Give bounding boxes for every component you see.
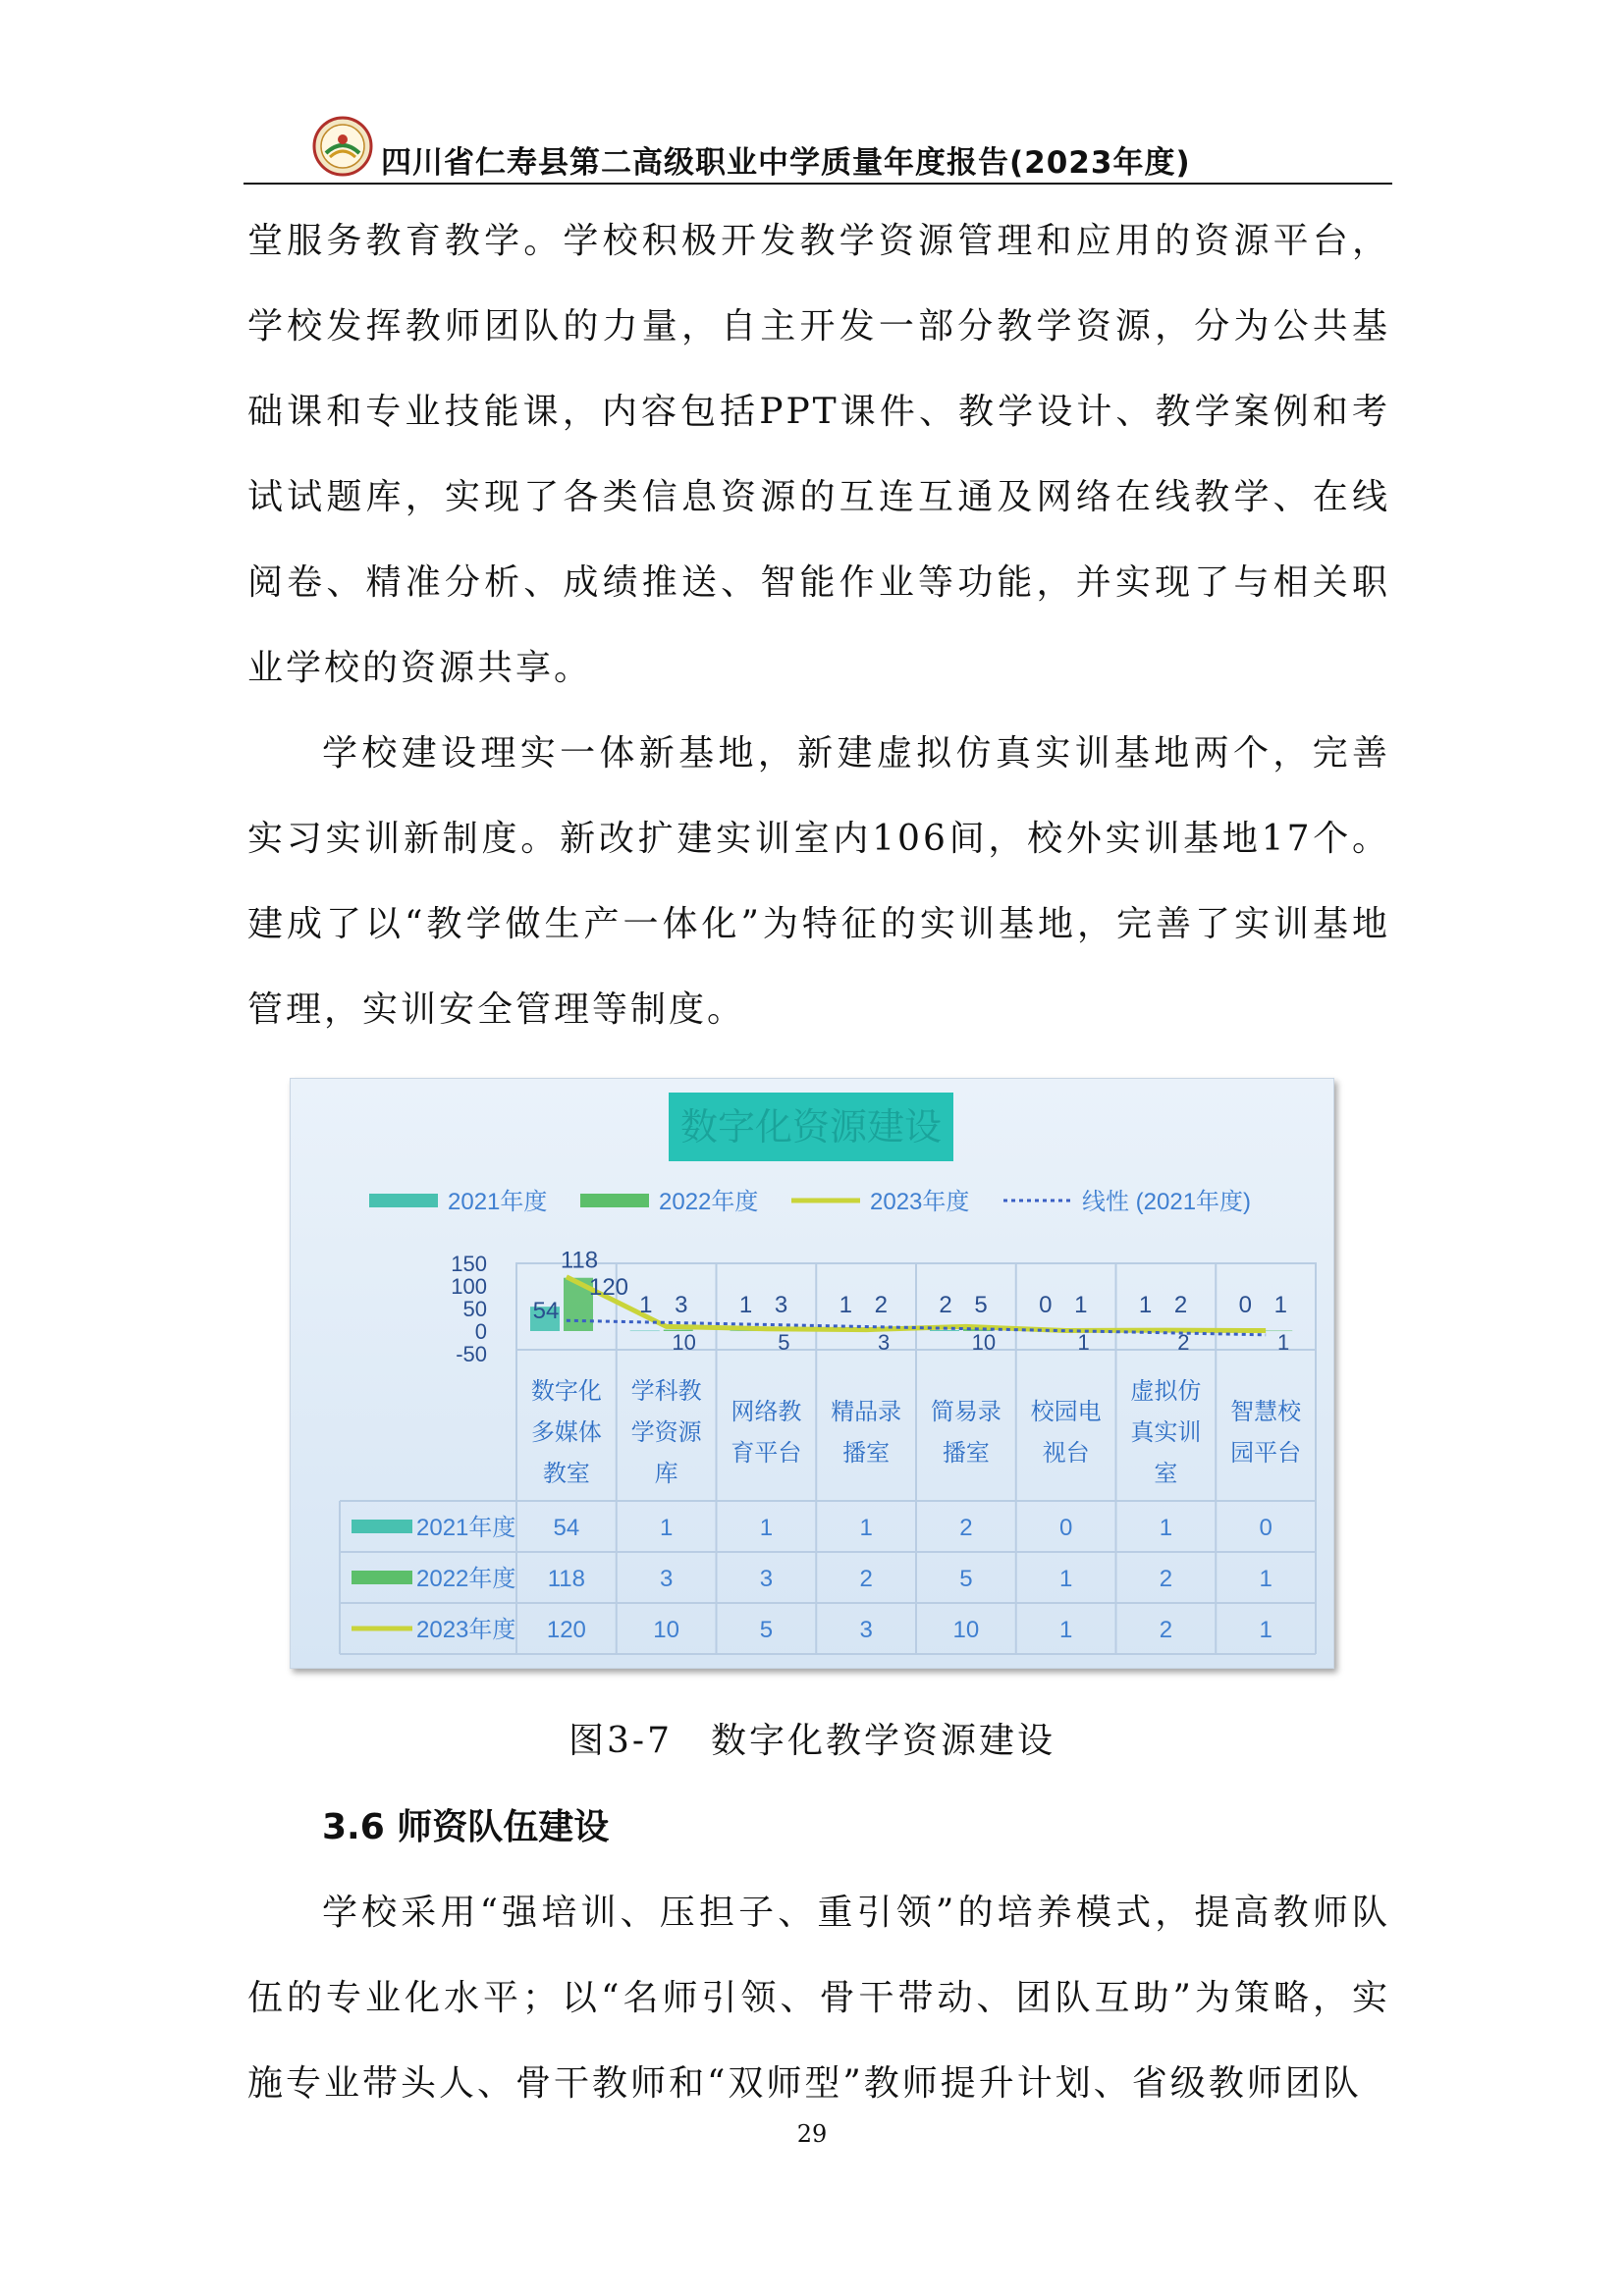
data-label: 5 xyxy=(974,1292,988,1318)
data-label: 2 xyxy=(1177,1330,1190,1355)
y-tick-label: 0 xyxy=(474,1319,487,1344)
table-cell: 2 xyxy=(859,1566,873,1592)
data-label: 2 xyxy=(1173,1292,1188,1318)
table-cell: 1 xyxy=(759,1515,774,1541)
data-label: 1 xyxy=(639,1292,653,1318)
table-cell: 3 xyxy=(659,1566,674,1592)
data-label: 1 xyxy=(1074,1292,1088,1318)
legend-swatch xyxy=(369,1194,438,1207)
chart-data-table xyxy=(352,1515,1272,1643)
data-label: 1 xyxy=(738,1292,753,1318)
category-label: 数字化 xyxy=(530,1378,602,1405)
category-label: 视台 xyxy=(1042,1440,1090,1467)
data-label: 5 xyxy=(778,1330,790,1355)
body-paragraph-2: 学校建设理实一体新基地，新建虚拟仿真实训基地两个，完善实习实训新制度。新改扩建实训室内106间，校外实训基地17个。建成了以“教学做生产一体化”为特征的实训基地，完善了实训基地管理，实训安全管理等制度。 xyxy=(247,733,1390,1030)
data-label: 3 xyxy=(675,1292,688,1318)
data-label: 1 xyxy=(1273,1292,1287,1318)
table-cell: 1 xyxy=(1159,1515,1173,1541)
bar-2021年度 xyxy=(630,1331,660,1332)
table-cell: 1 xyxy=(1058,1617,1073,1643)
category-label: 育平台 xyxy=(731,1440,802,1467)
y-axis-ticks xyxy=(451,1252,487,1366)
table-cell: 1 xyxy=(859,1515,873,1541)
category-label: 学资源 xyxy=(630,1419,702,1446)
page-number: 29 xyxy=(796,2120,828,2148)
header-title: 四川省仁寿县第二高级职业中学质量年度报告(2023年度) xyxy=(381,145,1191,181)
category-label: 学科教 xyxy=(630,1378,702,1405)
table-cell: 120 xyxy=(546,1617,586,1643)
body-paragraph-1: 堂服务教育教学。学校积极开发教学资源管理和应用的资源平台，学校发挥教师团队的力量，自主开发一部分教学资源，分为公共基础课和专业技能课，内容包括PPT课件、教学设计、教学案例和考试试题库，实现了各类信息资源的互连互通及网络在线教学、在线阅卷、精准分析、成绩推送、智能作业等功能，并实现了与相关职业学校的资源共享。 xyxy=(247,221,1390,688)
chart-legend xyxy=(369,1189,1251,1215)
data-label: 1 xyxy=(1138,1292,1153,1318)
category-label: 园平台 xyxy=(1230,1440,1302,1467)
table-cell: 1 xyxy=(1259,1617,1272,1643)
section-paragraph: 学校采用“强培训、压担子、重引领”的培养模式，提高教师队伍的专业化水平；以“名师引领、骨干带动、团队互助”为策略，实施专业带头人、骨干教师和“双师型”教师提升计划、省级教师团队 xyxy=(247,1893,1390,2104)
figure-caption: 图3-7 数字化教学资源建设 xyxy=(568,1721,1056,1761)
table-row-label: 2023年度 xyxy=(416,1617,516,1643)
data-label: 3 xyxy=(878,1330,891,1355)
table-cell: 118 xyxy=(547,1566,586,1592)
category-label: 智慧校 xyxy=(1230,1399,1302,1425)
table-cell: 2 xyxy=(1159,1566,1173,1592)
table-cell: 1 xyxy=(1259,1566,1272,1592)
category-label: 多媒体 xyxy=(530,1419,602,1446)
category-label: 虚拟仿 xyxy=(1130,1378,1202,1405)
category-label: 精品录 xyxy=(831,1399,902,1425)
data-label: 1 xyxy=(1077,1330,1090,1355)
category-label: 校园电 xyxy=(1030,1399,1102,1425)
section-heading: 3.6 师资队伍建设 xyxy=(322,1807,610,1847)
header-divider xyxy=(244,183,1392,185)
legend-label: 2022年度 xyxy=(659,1189,759,1215)
category-label: 播室 xyxy=(942,1440,990,1467)
data-label: 10 xyxy=(971,1330,997,1355)
legend-label: 2023年度 xyxy=(870,1189,970,1215)
data-label: 120 xyxy=(588,1273,629,1301)
school-logo-icon xyxy=(312,116,373,177)
category-label: 室 xyxy=(1154,1461,1178,1487)
table-cell: 3 xyxy=(859,1617,873,1643)
data-label: 2 xyxy=(874,1292,888,1318)
table-cell: 54 xyxy=(553,1515,580,1541)
category-label: 真实训 xyxy=(1130,1419,1202,1446)
page-header xyxy=(244,110,1392,187)
y-tick-label: -50 xyxy=(456,1342,487,1366)
table-cell: 1 xyxy=(1058,1566,1073,1592)
bar-2021年度 xyxy=(930,1330,959,1331)
y-tick-label: 150 xyxy=(451,1252,487,1276)
data-label: 0 xyxy=(1039,1292,1053,1318)
table-cell: 5 xyxy=(959,1566,973,1592)
data-label: 54 xyxy=(532,1298,560,1325)
data-label: 0 xyxy=(1238,1292,1252,1318)
legend-label: 2021年度 xyxy=(448,1189,548,1215)
table-cell: 0 xyxy=(1259,1515,1272,1541)
table-legend-key xyxy=(352,1571,412,1584)
category-label: 网络教 xyxy=(731,1399,802,1425)
y-tick-label: 50 xyxy=(462,1297,487,1321)
legend-label: 线性 (2021年度) xyxy=(1082,1189,1252,1215)
chart-title: 数字化资源建设 xyxy=(679,1107,943,1148)
category-label: 播室 xyxy=(842,1440,891,1467)
table-row-label: 2022年度 xyxy=(416,1566,516,1592)
category-label: 简易录 xyxy=(930,1399,1001,1425)
table-cell: 10 xyxy=(653,1617,679,1643)
table-cell: 1 xyxy=(659,1515,674,1541)
data-label: 3 xyxy=(774,1292,788,1318)
data-label: 2 xyxy=(939,1292,952,1318)
resource-chart xyxy=(290,1078,1334,1669)
chart-canvas xyxy=(291,1079,1333,1668)
table-cell: 5 xyxy=(759,1617,774,1643)
category-label: 库 xyxy=(654,1461,678,1487)
table-cell: 3 xyxy=(759,1566,774,1592)
y-tick-label: 100 xyxy=(451,1274,487,1299)
data-label: 10 xyxy=(672,1330,696,1355)
data-label: 118 xyxy=(560,1247,599,1274)
table-row-label: 2021年度 xyxy=(416,1515,516,1541)
legend-swatch xyxy=(580,1194,649,1207)
data-label: 1 xyxy=(1277,1330,1290,1355)
table-cell: 10 xyxy=(952,1617,980,1643)
data-label: 1 xyxy=(839,1292,852,1318)
table-cell: 0 xyxy=(1058,1515,1073,1541)
table-legend-key xyxy=(352,1520,412,1533)
table-cell: 2 xyxy=(1159,1617,1173,1643)
category-label: 教室 xyxy=(542,1461,590,1487)
table-cell: 2 xyxy=(959,1515,973,1541)
